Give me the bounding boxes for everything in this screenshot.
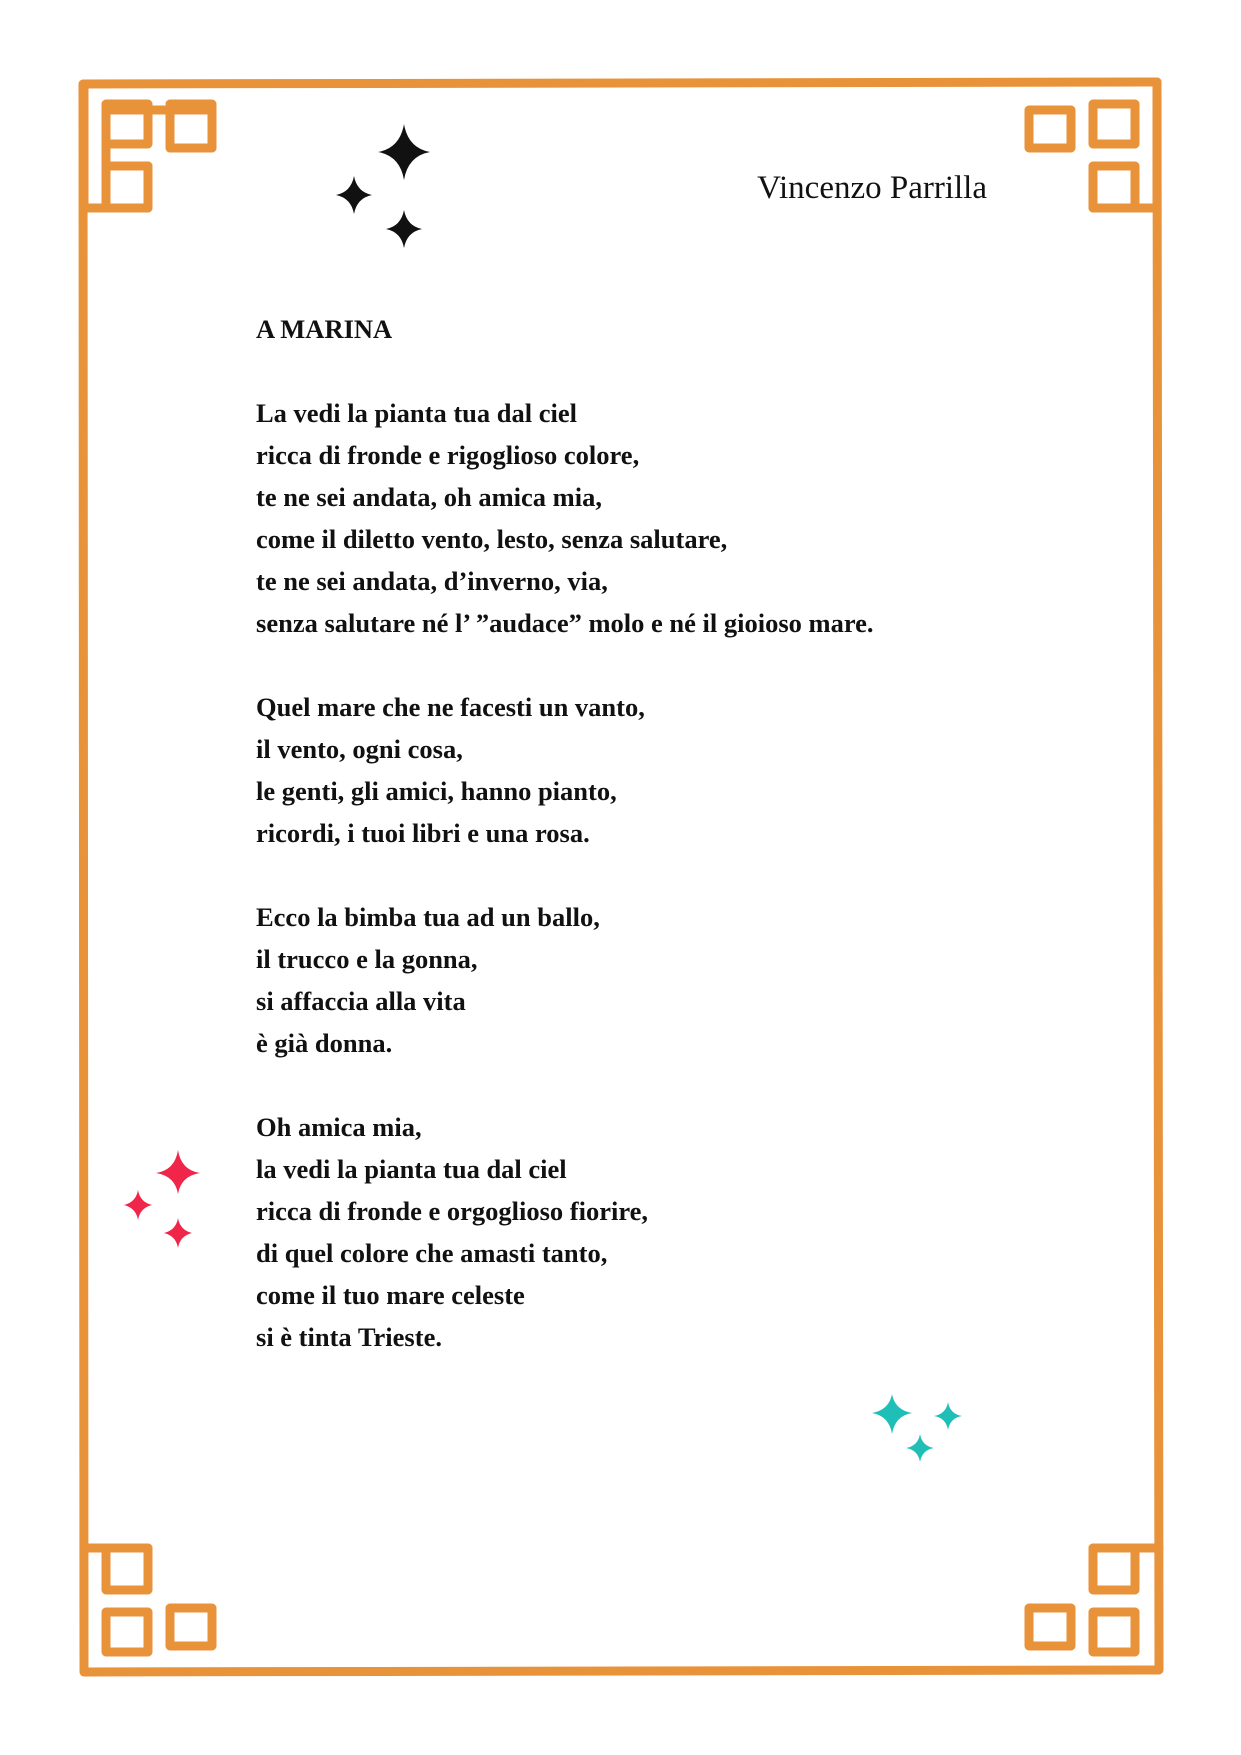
poem-line: le genti, gli amici, hanno pianto, (256, 776, 617, 806)
poem-line: come il diletto vento, lesto, senza salutare, (256, 524, 728, 554)
sparkles-red-icon (118, 1148, 208, 1258)
poem-line: è già donna. (256, 1028, 393, 1058)
sparkles-teal-icon (862, 1392, 972, 1482)
poem-line: di quel colore che amasti tanto, (256, 1238, 608, 1268)
poem-line: Quel mare che ne facesti un vanto, (256, 692, 645, 722)
author-name: Vincenzo Parrilla (757, 170, 987, 206)
poem-line: il vento, ogni cosa, (256, 734, 463, 764)
poem-line: ricca di fronde e orgoglioso fiorire, (256, 1196, 649, 1226)
stanza-1 (256, 392, 1016, 644)
poem (256, 308, 1016, 1400)
stanza-2 (256, 686, 1016, 854)
sparkles-black-icon (330, 120, 440, 260)
poem-line: la vedi la pianta tua dal ciel (256, 1154, 567, 1184)
poem-line: La vedi la pianta tua dal ciel (256, 398, 577, 428)
poem-line: ricca di fronde e rigoglioso colore, (256, 440, 640, 470)
stanza-4 (256, 1106, 1016, 1358)
poem-line: come il tuo mare celeste (256, 1280, 525, 1310)
poem-line: Oh amica mia, (256, 1112, 422, 1142)
poem-line: si è tinta Trieste. (256, 1322, 442, 1352)
poem-line: si affaccia alla vita (256, 986, 466, 1016)
poem-line: il trucco e la gonna, (256, 944, 478, 974)
poem-title: A MARINA (256, 314, 393, 344)
poem-line: te ne sei andata, oh amica mia, (256, 482, 602, 512)
poem-line: senza salutare né l’ ”audace” molo e né il gioioso mare. (256, 608, 874, 638)
stanza-3 (256, 896, 1016, 1064)
poem-line: te ne sei andata, d’inverno, via, (256, 566, 608, 596)
poem-line: ricordi, i tuoi libri e una rosa. (256, 818, 590, 848)
poem-line: Ecco la bimba tua ad un ballo, (256, 902, 600, 932)
